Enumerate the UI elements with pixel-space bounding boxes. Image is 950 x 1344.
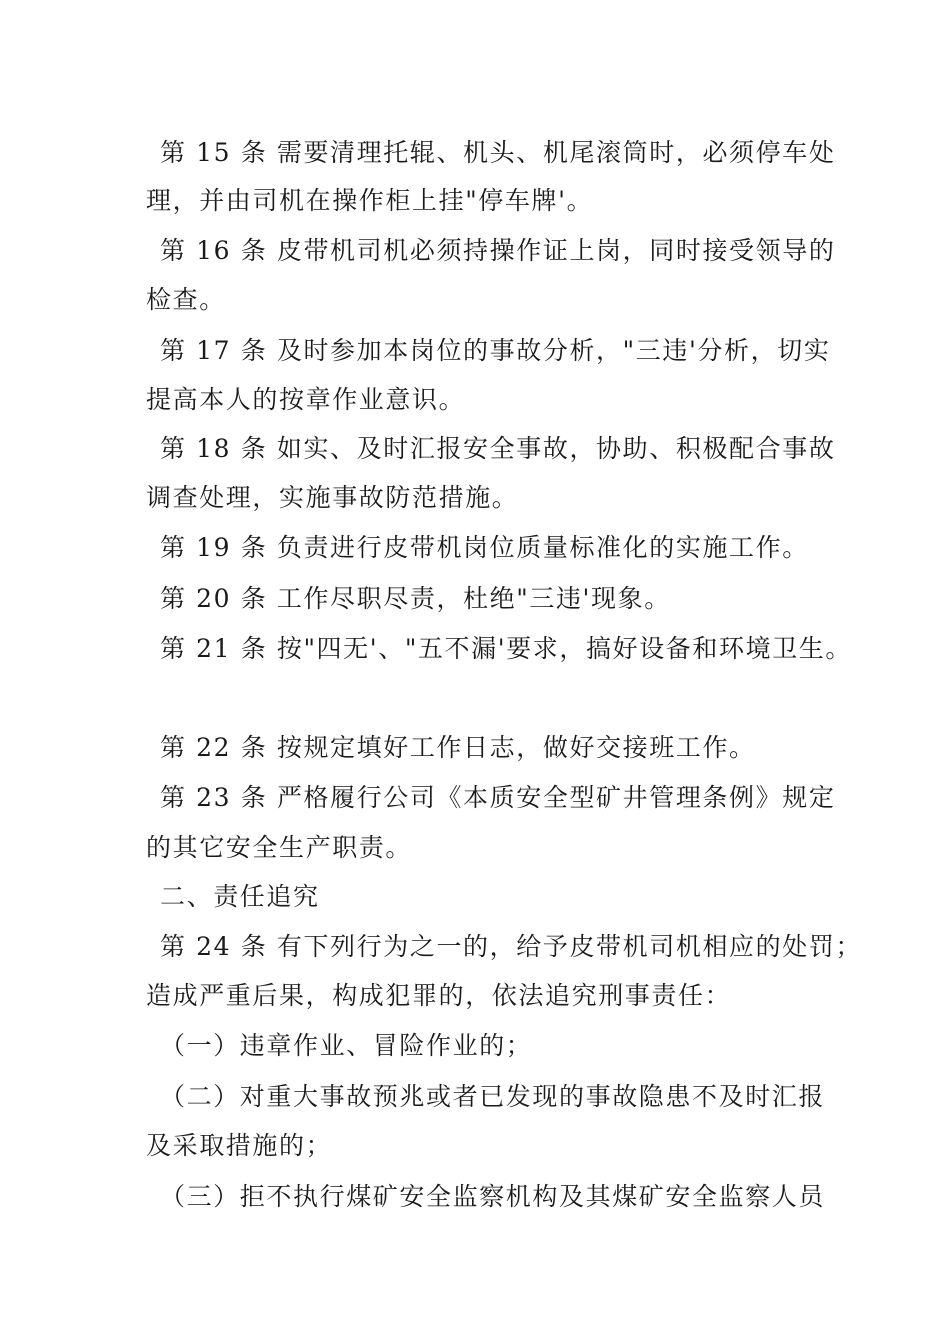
article-20-line: 第 20 条 工作尽职尽责，杜绝"三违'现象。 bbox=[160, 584, 671, 613]
section-heading-liability: 二、责任追究 bbox=[160, 882, 320, 911]
item-2-line-2: 及采取措施的； bbox=[146, 1131, 333, 1160]
article-23-line-2: 的其它安全生产职责。 bbox=[146, 833, 413, 862]
article-21-line: 第 21 条 按"四无'、"五不漏'要求，搞好设备和环境卫生。 bbox=[160, 634, 852, 663]
item-1-line: （一）违章作业、冒险作业的； bbox=[160, 1031, 533, 1060]
article-16-line-2: 检查。 bbox=[146, 285, 226, 314]
article-16-line-1: 第 16 条 皮带机司机必须持操作证上岗，同时接受领导的 bbox=[160, 236, 836, 265]
article-17-line-1: 第 17 条 及时参加本岗位的事故分析，"三违'分析，切实 bbox=[160, 336, 831, 365]
item-2-line-1: （二）对重大事故预兆或者已发现的事故隐患不及时汇报 bbox=[160, 1082, 826, 1111]
article-15-line-2: 理，并由司机在操作柜上挂"停车牌'。 bbox=[146, 186, 594, 215]
article-15-line-1: 第 15 条 需要清理托辊、机头、机尾滚筒时，必须停车处 bbox=[160, 138, 836, 167]
article-19-line: 第 19 条 负责进行皮带机岗位质量标准化的实施工作。 bbox=[160, 533, 809, 562]
article-17-line-2: 提高本人的按章作业意识。 bbox=[146, 385, 466, 414]
article-18-line-2: 调查处理，实施事故防范措施。 bbox=[146, 483, 519, 512]
article-22-line: 第 22 条 按规定填好工作日志，做好交接班工作。 bbox=[160, 733, 756, 762]
article-18-line-1: 第 18 条 如实、及时汇报安全事故，协助、积极配合事故 bbox=[160, 434, 836, 463]
article-23-line-1: 第 23 条 严格履行公司《本质安全型矿井管理条例》规定 bbox=[160, 783, 836, 812]
item-3-line-1: （三）拒不执行煤矿安全监察机构及其煤矿安全监察人员 bbox=[160, 1182, 826, 1211]
article-24-line-2: 造成严重后果，构成犯罪的，依法追究刑事责任： bbox=[146, 981, 732, 1010]
article-24-line-1: 第 24 条 有下列行为之一的，给予皮带机司机相应的处罚； bbox=[160, 932, 863, 961]
